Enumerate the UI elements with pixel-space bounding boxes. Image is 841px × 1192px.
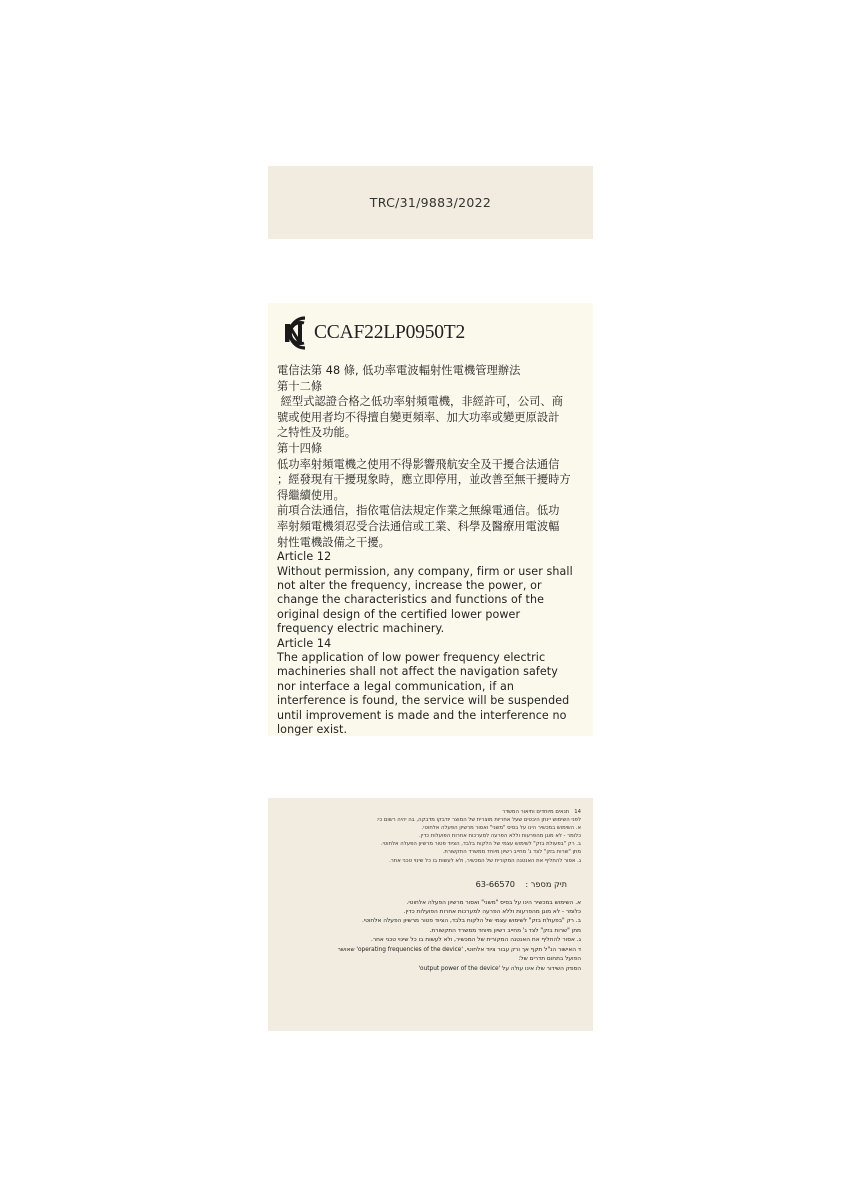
zh-line: 射性電機設備之干擾。: [277, 535, 390, 549]
heb-heading-line: [280, 808, 581, 816]
en-line: machineries shall not affect the navigation safety: [277, 665, 558, 679]
en-line: not alter the frequency, increase the power, or: [277, 578, 542, 592]
zh-line: 之特性及功能。: [277, 426, 357, 440]
heb-line: ג. אסור להחליף את האנטנה המקורית של המכשיר, ולא לעשות בו כל שינוי טכני אחר.: [370, 937, 581, 944]
trc-registration-number: TRC/31/9883/2022: [369, 195, 492, 210]
en-line: Article 12: [277, 550, 332, 564]
heb-line: הפועל בתחום תדרים של:: [518, 956, 581, 963]
zh-line: 號或使用者均不得擅自變更頻率、加大功率或變更原設計: [277, 410, 560, 424]
zh-line: 率射頻電機須忍受合法通信或工業、科學及醫療用電波輻: [277, 519, 560, 533]
heb-line: ד האישור הנ"ל תקף אך ורק עבור ציוד אלחוטי, 'operating frequencies of the device' שאושר: [337, 946, 581, 953]
en-line: original design of the certified lower power: [277, 607, 521, 621]
heb-small-line: ג. אסור להחליף את האנטנה המקורית של המכשיר, ולא לעשות בו כל שינוי טכני אחר.: [389, 857, 581, 864]
israel-approval-panel: [268, 798, 593, 1031]
heb-small-line: לפני השימוש יינתן היבטים שעל אחריות מוצרית של המוצר יודבקו מדבקה, בה יהיה רשום כי:: [376, 817, 581, 824]
heb-line: א. השימוש במכשיר הינו על בסיס "משני" ואסור מרשיון הפעלה אלחוטי.: [406, 899, 581, 906]
zh-line: 低功率射頻電機之使用不得影響飛航安全及干擾合法通信: [277, 457, 560, 471]
heb-line: מתן "שרות בזק" לצד ג' מחייב רשיון מיוחד ממשרד התקשורת.: [429, 927, 581, 934]
file-number-label: תיק מספר :: [525, 878, 567, 889]
heb-small-line: מתן "שרות בזק" לצד ג' מחייב רשיון מיוחד ממשרד התקשורת.: [442, 849, 581, 856]
zh-line: 得繼續使用。: [277, 488, 345, 502]
trc-label-panel: [268, 166, 593, 239]
en-line: interference is found, the service will be suspended: [277, 694, 570, 708]
file-number-row: [280, 879, 581, 889]
zh-line: 第十四條: [277, 441, 323, 455]
zh-line: 經型式認證合格之低功率射頻電機，非經許可，公司、商: [277, 395, 564, 409]
heb-small-line: ב. רק "בפעולת בזק" לשימוש עצמי של הלקוח בלבד, הציוד פטור מרשיון הפעלה אלחוטי.: [380, 841, 581, 848]
en-line: The application of low power frequency electric: [277, 650, 546, 664]
heb-line: כלומר - לא מוגן מהפרעות וללא הפרעה למערכות אחרות הפועלות כדין.: [403, 909, 581, 916]
en-line: change the characteristics and functions of the: [277, 593, 545, 607]
heb-small-line: כלומר - לא מוגן מהפרעות וללא הפרעה למערכות אחרות הפועלות כדין.: [419, 833, 581, 840]
en-line: frequency electric machinery.: [277, 622, 445, 636]
ncc-logo-icon: [277, 315, 313, 351]
zh-line: ；經發現有干擾現象時，應立即停用，並改善至無干擾時方: [277, 473, 571, 487]
zh-line: 電信法第 48 條, 低功率電波輻射性電機管理辦法: [277, 364, 521, 377]
ncc-regulation-text: [277, 363, 585, 737]
zh-line: 前項合法通信，指依電信法規定作業之無線電通信。低功: [277, 504, 560, 518]
ncc-header: [277, 313, 585, 353]
heb-line: הספק השידור שלו אינו עולה על 'output power of the device': [418, 965, 581, 972]
heb-small-line: א. השימוש במכשיר הינו על בסיס "משני" ואסור מרשיון הפעלה אלחוטי.: [421, 825, 581, 832]
ncc-certification-code: CCAF22LP0950T2: [314, 322, 466, 343]
en-line: nor interface a legal communication, if an: [277, 679, 514, 693]
heb-line: ב. רק "בפעולת בזק" לשימוש עצמי של הלקוח בלבד, הציוד פטור מרשיון הפעלה אלחוטי.: [361, 918, 581, 925]
en-line: until improvement is made and the interference no: [277, 708, 567, 722]
file-number-value: 63-66570: [475, 878, 515, 889]
en-line: Without permission, any company, firm or user shall: [277, 564, 573, 578]
zh-line: 第十二條: [277, 379, 323, 393]
en-line: Article 14: [277, 636, 332, 650]
en-line: longer exist.: [277, 723, 348, 736]
heb-heading: תנאים מיוחדים ותיאור המשדר: [502, 809, 570, 815]
section-number: 14: [574, 809, 581, 815]
ncc-label-panel: [268, 303, 593, 736]
